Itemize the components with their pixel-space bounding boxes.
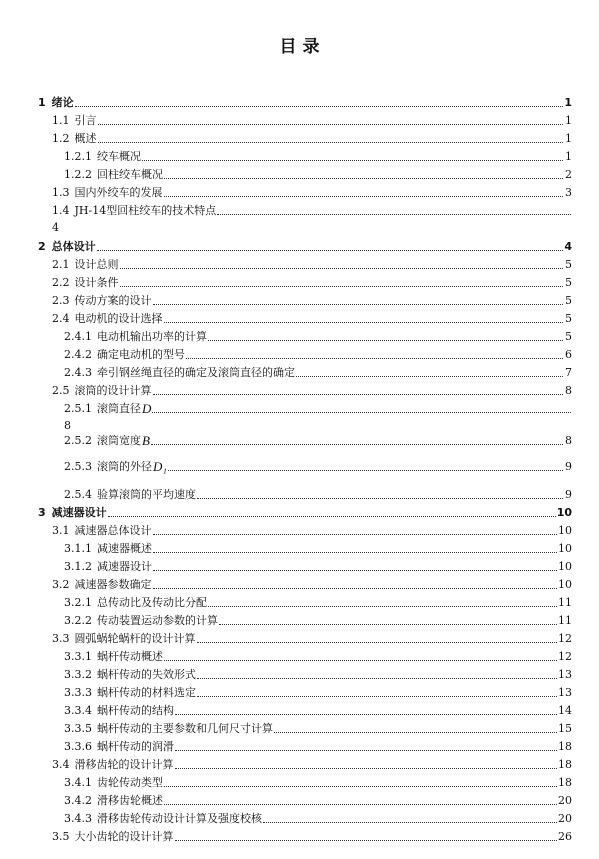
toc-entry-title: 回柱绞车概况 [97, 168, 163, 181]
toc-entry-page: 13 [558, 686, 572, 699]
toc-entry-page: 1 [565, 150, 572, 163]
toc-entry[interactable] [64, 168, 572, 181]
toc-entry[interactable] [64, 704, 572, 717]
toc-entry-number: 2.3 [52, 294, 70, 307]
toc-entry-title: 蜗杆传动概述 [97, 650, 163, 663]
dot-leader [153, 558, 557, 571]
dot-leader [151, 432, 563, 445]
toc-entry[interactable] [64, 668, 572, 681]
toc-entry-page: 8 [64, 419, 71, 432]
toc-entry-page: 3 [565, 186, 572, 199]
toc-entry[interactable] [64, 740, 572, 753]
dot-leader [197, 486, 563, 499]
toc-entry[interactable] [52, 312, 572, 325]
toc-entry-page: 20 [558, 812, 572, 825]
toc-entry-number: 3.4 [52, 758, 70, 771]
toc-entry-title: 滑移齿轮概述 [97, 794, 163, 807]
toc-entry-number: 2 [38, 240, 46, 253]
dot-leader [120, 256, 564, 269]
toc-entry-title: 电动机的设计选择 [74, 312, 163, 325]
toc-entry-title: 绞车概况 [97, 150, 141, 163]
toc-entry-number: 1.2.1 [64, 150, 92, 163]
toc-entry-number: 3.3.6 [64, 740, 92, 753]
toc-entry-page: 10 [558, 524, 572, 537]
toc-entry-number: 2.5.1 [64, 402, 92, 415]
toc-entry-page: 5 [565, 258, 572, 271]
toc-entry-title: 蜗杆传动的润滑 [97, 740, 174, 753]
toc-entry-title: 减速器设计 [97, 560, 152, 573]
dot-leader [108, 504, 556, 517]
dot-leader [175, 756, 558, 769]
toc-entry-title: 绪论 [51, 96, 74, 109]
toc-entry-page: 4 [564, 240, 572, 253]
dot-leader [98, 130, 564, 143]
toc-entry[interactable] [52, 384, 572, 397]
toc-entry-page: 5 [565, 330, 572, 343]
toc-entry-page: 13 [558, 668, 572, 681]
toc-entry-page: 4 [52, 221, 59, 234]
toc-entry-number: 3.4.2 [64, 794, 92, 807]
toc-entry[interactable] [52, 186, 572, 199]
toc-entry[interactable] [52, 114, 572, 127]
dot-leader [208, 594, 557, 607]
toc-entry[interactable] [64, 348, 572, 361]
dot-leader [164, 184, 564, 197]
toc-entry-page: 6 [565, 348, 572, 361]
toc-entry-page: 8 [565, 384, 572, 397]
dot-leader [75, 94, 563, 107]
dot-leader [197, 630, 558, 643]
toc-entry-title: 确定电动机的型号 [97, 348, 185, 361]
toc-entry-number: 3.2 [52, 578, 70, 591]
toc-entry-page: 26 [558, 830, 572, 843]
toc-entry-number: 3.1 [52, 524, 70, 537]
toc-entry-page: 15 [558, 722, 572, 735]
toc-entry[interactable] [64, 542, 572, 555]
toc-entry-title: 设计条件 [74, 276, 119, 289]
toc-entry-number: 2.4 [52, 312, 70, 325]
toc-entry-title: 减速器参数确定 [74, 578, 152, 591]
toc-entry-number: 3.3.2 [64, 668, 92, 681]
toc-entry-page: 20 [558, 794, 572, 807]
toc-entry-number: 2.1 [52, 258, 70, 271]
toc-entry-page: 1 [564, 96, 572, 109]
toc-entry[interactable] [64, 560, 572, 573]
toc-entry[interactable] [64, 402, 572, 415]
toc-entry-number: 2.5 [52, 384, 70, 397]
dot-leader [152, 400, 571, 413]
toc-entry-page: 12 [558, 632, 572, 645]
toc-entry-title: 减速器总体设计 [74, 524, 152, 537]
toc-entry-title: 大小齿轮的设计计算 [74, 830, 174, 843]
dot-leader [164, 648, 557, 661]
dot-leader [164, 774, 557, 787]
toc-entry-title: 减速器设计 [51, 506, 107, 519]
toc-entry-title: 概述 [74, 132, 97, 145]
toc-entry[interactable] [52, 276, 572, 289]
page-title: 目 录 [279, 37, 320, 57]
toc-entry-page: 18 [558, 740, 572, 753]
toc-entry-page: 8 [565, 434, 572, 447]
dot-leader [164, 166, 563, 179]
dot-leader [97, 238, 563, 251]
toc-entry-title: 减速器概述 [97, 542, 152, 555]
toc-entry-page: 10 [556, 506, 572, 519]
toc-entry-symbol: B [142, 433, 150, 448]
dot-leader [197, 666, 557, 679]
toc-entry-number: 3.2.1 [64, 596, 92, 609]
toc-entry[interactable] [64, 722, 572, 735]
toc-entry-title: 牵引钢丝绳直径的确定及滚筒直径的确定 [97, 366, 295, 379]
toc-entry-number: 3.5 [52, 830, 70, 843]
toc-entry-title: 滑移齿轮传动设计计算及强度校核 [97, 812, 262, 825]
dot-leader [296, 364, 563, 377]
toc-entry[interactable] [64, 650, 572, 663]
toc-entry[interactable] [64, 434, 572, 447]
toc-entry-page: 10 [558, 542, 572, 555]
toc-entry-page: 9 [565, 460, 572, 473]
toc-entry-symbol: D [142, 401, 152, 416]
toc-entry[interactable] [52, 294, 572, 307]
dot-leader [175, 702, 557, 715]
toc-entry[interactable] [38, 506, 572, 519]
dot-leader [142, 148, 563, 161]
dot-leader [153, 540, 557, 553]
toc-entry-number: 2.5.2 [64, 434, 92, 447]
dot-leader [153, 382, 564, 395]
toc-entry-title: 滚筒的外径 [97, 460, 152, 473]
toc-entry-title: 滚筒的设计计算 [74, 384, 152, 397]
toc-entry-number: 1.4 [52, 204, 70, 217]
dot-leader [98, 112, 564, 125]
toc-entry-number: 3.1.1 [64, 542, 92, 555]
toc-entry-page: 10 [558, 578, 572, 591]
toc-entry-number: 2.4.1 [64, 330, 92, 343]
toc-entry[interactable] [64, 686, 572, 699]
toc-entry-title: 蜗杆传动的主要参数和几何尺寸计算 [97, 722, 273, 735]
toc-entry-number: 2.5.4 [64, 488, 92, 501]
toc-entry[interactable] [52, 578, 572, 591]
toc-entry-number: 3.3.3 [64, 686, 92, 699]
dot-leader [168, 458, 563, 471]
toc-entry-number: 1.1 [52, 114, 70, 127]
toc-entry[interactable] [52, 258, 572, 271]
toc-entry-title: 传动装置运动参数的计算 [97, 614, 218, 627]
toc-entry-page: 9 [565, 488, 572, 501]
toc-entry-number: 3 [38, 506, 46, 519]
dot-leader [153, 292, 564, 305]
toc-entry-title: 电动机输出功率的计算 [97, 330, 207, 343]
toc-entry[interactable] [64, 330, 572, 343]
dot-leader [263, 810, 557, 823]
toc-entry-page: 11 [558, 614, 572, 627]
dot-leader [164, 310, 564, 323]
dot-leader [175, 828, 558, 841]
dot-leader [164, 792, 557, 805]
toc-entry-number: 3.4.1 [64, 776, 92, 789]
toc-entry-page: 10 [558, 560, 572, 573]
toc-entry[interactable] [64, 488, 572, 501]
toc-entry-page: 11 [558, 596, 572, 609]
toc-entry-title: 滑移齿轮的设计计算 [74, 758, 174, 771]
toc-entry-title: 蜗杆传动的结构 [97, 704, 174, 717]
toc-entry-number: 3.3 [52, 632, 70, 645]
toc-entry-page: 5 [565, 276, 572, 289]
toc-entry-page: 5 [565, 294, 572, 307]
toc-entry-number: 2.5.3 [64, 460, 92, 473]
toc-entry-title: 滚筒宽度 [97, 434, 141, 447]
toc-entry-page: 2 [565, 168, 572, 181]
toc-entry[interactable] [52, 524, 572, 537]
toc-entry-page: 18 [558, 758, 572, 771]
toc-entry-symbol: D₁ [153, 459, 167, 474]
dot-leader [186, 346, 563, 359]
toc-entry-number: 2.4.2 [64, 348, 92, 361]
toc-entry-title: JH-14型回柱绞车的技术特点 [74, 204, 217, 217]
toc-entry[interactable] [64, 460, 572, 473]
toc-entry[interactable] [52, 632, 572, 645]
toc-entry[interactable] [64, 366, 572, 379]
toc-entry-number: 3.3.4 [64, 704, 92, 717]
toc-entry-title: 国内外绞车的发展 [74, 186, 163, 199]
toc-entry-number: 3.3.5 [64, 722, 92, 735]
toc-entry-title: 验算滚筒的平均速度 [97, 488, 196, 501]
toc-entry-page: 12 [558, 650, 572, 663]
toc-entry-title: 齿轮传动类型 [97, 776, 163, 789]
dot-leader [120, 274, 564, 287]
dot-leader [274, 720, 557, 733]
toc-entry-number: 1.2 [52, 132, 70, 145]
dot-leader [219, 612, 557, 625]
toc-entry-number: 3.1.2 [64, 560, 92, 573]
toc-entry-title: 传动方案的设计 [74, 294, 152, 307]
dot-leader [175, 738, 557, 751]
toc-entry-title: 引言 [74, 114, 97, 127]
toc-entry-number: 3.2.2 [64, 614, 92, 627]
dot-leader [208, 328, 563, 341]
toc-entry-title: 总体设计 [51, 240, 96, 253]
toc-entry[interactable] [52, 830, 572, 843]
toc-entry-number: 2.2 [52, 276, 70, 289]
toc-entry-page: 14 [558, 704, 572, 717]
toc-entry[interactable] [52, 204, 572, 217]
toc-entry[interactable] [52, 758, 572, 771]
toc-entry-title: 蜗杆传动的材料选定 [97, 686, 196, 699]
toc-entry[interactable] [64, 596, 572, 609]
toc-entry-title: 设计总则 [74, 258, 119, 271]
toc-entry[interactable] [64, 794, 572, 807]
toc-entry-page: 7 [565, 366, 572, 379]
toc-entry-number: 1.2.2 [64, 168, 92, 181]
toc-entry-number: 3.3.1 [64, 650, 92, 663]
dot-leader [153, 522, 558, 535]
dot-leader [153, 576, 558, 589]
toc-entry[interactable] [64, 150, 572, 163]
toc-entry-page: 5 [565, 312, 572, 325]
toc-entry-title: 蜗杆传动的失效形式 [97, 668, 196, 681]
toc-entry-title: 滚筒直径 [97, 402, 141, 415]
toc-entry-title: 总传动比及传动比分配 [97, 596, 207, 609]
toc-entry[interactable] [38, 240, 572, 253]
toc-entry[interactable] [38, 96, 572, 109]
toc-entry-page: 18 [558, 776, 572, 789]
toc-entry[interactable] [52, 132, 572, 145]
toc-entry[interactable] [64, 776, 572, 789]
toc-entry[interactable] [64, 812, 572, 825]
toc-entry-number: 2.4.3 [64, 366, 92, 379]
toc-entry-page: 1 [565, 114, 572, 127]
toc-entry[interactable] [64, 614, 572, 627]
toc-entry-number: 1 [38, 96, 46, 109]
toc-entry-page: 1 [565, 132, 572, 145]
toc-entry-number: 1.3 [52, 186, 70, 199]
toc-entry-title: 圆弧蜗轮蜗杆的设计计算 [74, 632, 196, 645]
dot-leader [197, 684, 557, 697]
toc-entry-number: 3.4.3 [64, 812, 92, 825]
dot-leader [217, 202, 571, 215]
